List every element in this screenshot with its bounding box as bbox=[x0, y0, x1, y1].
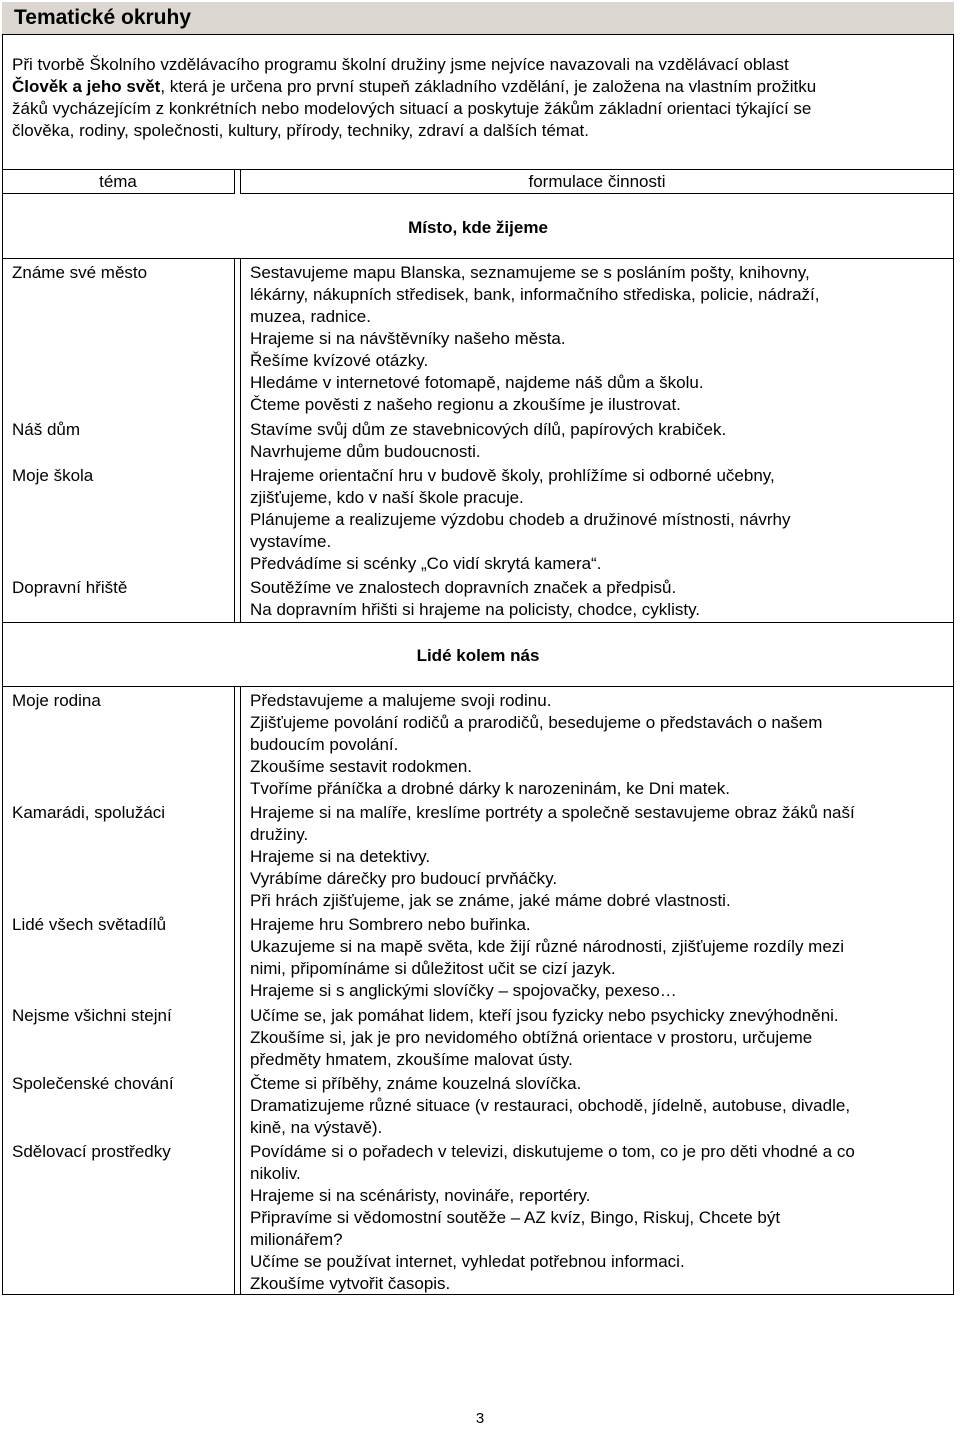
activity-line: Hrajeme orientační hru v budově školy, prohlížíme si odborné učebny, bbox=[250, 466, 775, 485]
activity-line: muzea, radnice. bbox=[250, 307, 371, 326]
topic-label: Kamarádi, spolužáci bbox=[12, 803, 166, 822]
header-divider-left bbox=[234, 169, 235, 194]
column-divider-right bbox=[240, 686, 241, 1295]
topic-label: Nejsme všichni stejní bbox=[12, 1006, 172, 1025]
activity-line: předměty hmatem, zkoušíme malovat ústy. bbox=[250, 1050, 573, 1069]
activity-line: zjišťujeme, kdo v naší škole pracuje. bbox=[250, 488, 524, 507]
section-divider bbox=[2, 622, 954, 623]
activity-line: nimi, připomínáme si důležitost učit se cizí jazyk. bbox=[250, 959, 616, 978]
activity-line: Vyrábíme dárečky pro budoucí prvňáčky. bbox=[250, 869, 558, 888]
activity-line: Povídáme si o pořadech v televizi, diskutujeme o tom, co je pro děti vhodné a co bbox=[250, 1142, 855, 1161]
activity-line: Hrajeme si s anglickými slovíčky – spojovačky, pexeso… bbox=[250, 981, 677, 1000]
activity-line: milionářem? bbox=[250, 1230, 343, 1249]
activity-line: Řešíme kvízové otázky. bbox=[250, 351, 429, 370]
activity-list bbox=[250, 262, 950, 416]
topic-label: Dopravní hřiště bbox=[12, 578, 128, 597]
intro-bold-phrase: Člověk a jeho svět bbox=[12, 77, 161, 96]
activity-list bbox=[250, 914, 950, 1002]
table-top-border bbox=[2, 169, 954, 170]
activity-line: Připravíme si vědomostní soutěže – AZ kvíz, Bingo, Riskuj, Chcete být bbox=[250, 1208, 781, 1227]
activity-line: Učíme se, jak pomáhat lidem, kteří jsou fyzicky nebo psychicky znevýhodněni. bbox=[250, 1006, 839, 1025]
activity-list bbox=[250, 1073, 950, 1139]
activity-line: Plánujeme a realizujeme výzdobu chodeb a družinové místnosti, návrhy bbox=[250, 510, 791, 529]
column-divider-left bbox=[234, 258, 235, 623]
activity-list bbox=[250, 1005, 950, 1071]
activity-line: Čteme si příběhy, známe kouzelná slovíčka. bbox=[250, 1074, 582, 1093]
activity-line: Tvoříme přáníčka a drobné dárky k narozeninám, ke Dni matek. bbox=[250, 779, 730, 798]
activity-line: Zjišťujeme povolání rodičů a prarodičů, besedujeme o představách o našem bbox=[250, 713, 823, 732]
header-underline-topic bbox=[2, 193, 234, 194]
activity-line: Hrajeme si na scénáristy, novináře, reportéry. bbox=[250, 1186, 591, 1205]
activity-line: Hrajeme si na malíře, kreslíme portréty a společně sestavujeme obraz žáků naší bbox=[250, 803, 855, 822]
activity-list bbox=[250, 1141, 950, 1295]
column-divider-right bbox=[240, 258, 241, 623]
activity-line: Představujeme a malujeme svoji rodinu. bbox=[250, 691, 552, 710]
activity-line: kině, na výstavě). bbox=[250, 1118, 383, 1137]
column-header-topic: téma bbox=[99, 172, 137, 191]
activity-list bbox=[250, 802, 950, 912]
intro-line bbox=[12, 76, 946, 98]
activity-line: Předvádíme si scénky „Co vidí skrytá kamera“. bbox=[250, 554, 602, 573]
activity-list bbox=[250, 577, 950, 621]
topic-label: Sdělovací prostředky bbox=[12, 1142, 171, 1161]
intro-line: žáků vycházejícím z konkrétních nebo modelových situací a poskytuje žákům základní orientaci týkající se bbox=[12, 99, 812, 118]
topic-label: Společenské chování bbox=[12, 1074, 174, 1093]
page-heading: Tematické okruhy bbox=[2, 2, 954, 35]
activity-line: Soutěžíme ve znalostech dopravních značek a předpisů. bbox=[250, 578, 677, 597]
activity-line: Navrhujeme dům budoucnosti. bbox=[250, 442, 481, 461]
activity-line: lékárny, nákupních středisek, bank, informačního střediska, policie, nádraží, bbox=[250, 285, 820, 304]
activity-line: budoucím povolání. bbox=[250, 735, 399, 754]
activity-list bbox=[250, 465, 950, 575]
activity-line: družiny. bbox=[250, 825, 309, 844]
activity-line: Zkoušíme sestavit rodokmen. bbox=[250, 757, 473, 776]
intro-line: Při tvorbě Školního vzdělávacího programu školní družiny jsme nejvíce navazovali na vzdělávací oblast bbox=[12, 55, 789, 74]
header-underline-activity bbox=[240, 193, 954, 194]
column-header-activity: formulace činnosti bbox=[528, 172, 666, 191]
page-number: 3 bbox=[475, 1410, 485, 1427]
activity-line: Na dopravním hřišti si hrajeme na policisty, chodce, cyklisty. bbox=[250, 600, 701, 619]
activity-line: Zkoušíme vytvořit časopis. bbox=[250, 1274, 451, 1293]
activity-line: Zkoušíme si, jak je pro nevidomého obtížná orientace v prostoru, určujeme bbox=[250, 1028, 813, 1047]
activity-line: Čteme pověsti z našeho regionu a zkoušíme je ilustrovat. bbox=[250, 395, 681, 414]
intro-line: člověka, rodiny, společnosti, kultury, přírody, techniky, zdraví a dalších témat. bbox=[12, 121, 589, 140]
activity-line: Hrajeme si na návštěvníky našeho města. bbox=[250, 329, 566, 348]
activity-line: Hrajeme si na detektivy. bbox=[250, 847, 431, 866]
topic-label: Náš dům bbox=[12, 420, 81, 439]
activity-line: Učíme se používat internet, vyhledat potřebnou informaci. bbox=[250, 1252, 685, 1271]
activity-line: Při hrách zjišťujeme, jak se známe, jaké máme dobré vlastnosti. bbox=[250, 891, 731, 910]
activity-list bbox=[250, 690, 950, 800]
topic-label: Lidé všech světadílů bbox=[12, 915, 167, 934]
activity-line: Ukazujeme si na mapě světa, kde žijí různé národnosti, zjišťujeme rozdíly mezi bbox=[250, 937, 845, 956]
intro-line-rest: , která je určena pro první stupeň základního vzdělání, je založena na vlastním prožitku bbox=[160, 77, 817, 96]
activity-line: vystavíme. bbox=[250, 532, 332, 551]
activity-line: Hrajeme hru Sombrero nebo buřinka. bbox=[250, 915, 531, 934]
activity-line: nikoliv. bbox=[250, 1164, 301, 1183]
activity-line: Dramatizujeme různé situace (v restauraci, obchodě, jídelně, autobuse, divadle, bbox=[250, 1096, 851, 1115]
topic-label: Moje rodina bbox=[12, 691, 101, 710]
topic-label: Známe své město bbox=[12, 263, 148, 282]
section-divider bbox=[2, 258, 954, 259]
column-divider-left bbox=[234, 686, 235, 1295]
activity-line: Sestavujeme mapu Blanska, seznamujeme se s posláním pošty, knihovny, bbox=[250, 263, 810, 282]
intro-paragraph bbox=[12, 54, 946, 142]
activity-line: Stavíme svůj dům ze stavebnicových dílů, papírových krabiček. bbox=[250, 420, 727, 439]
section-title: Lidé kolem nás bbox=[416, 646, 540, 665]
section-divider bbox=[2, 686, 954, 687]
topic-label: Moje škola bbox=[12, 466, 94, 485]
activity-list bbox=[250, 419, 950, 463]
section-title: Místo, kde žijeme bbox=[408, 218, 548, 237]
activity-line: Hledáme v internetové fotomapě, najdeme náš dům a školu. bbox=[250, 373, 704, 392]
